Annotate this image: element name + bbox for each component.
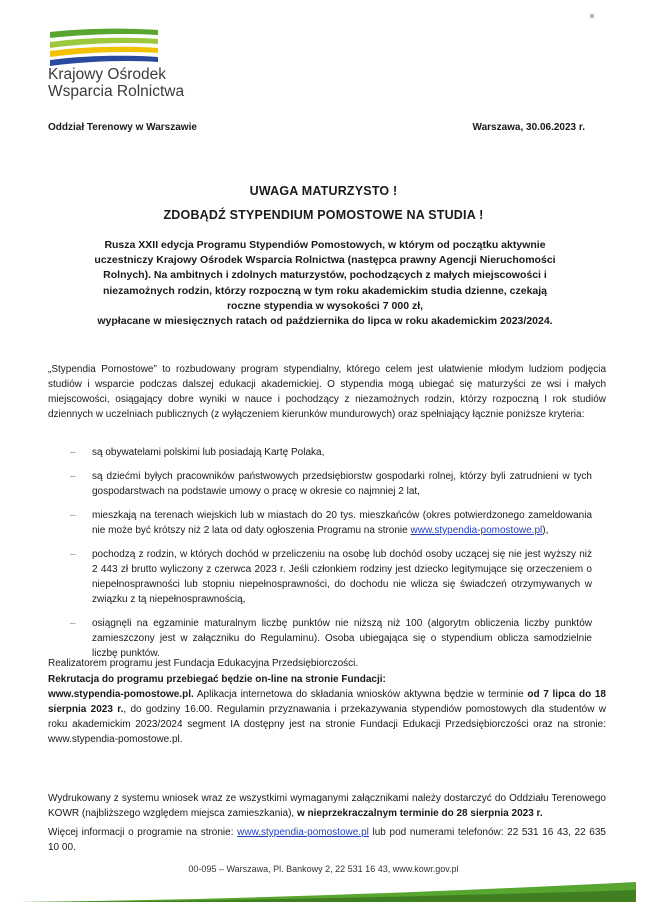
intro-paragraph: „Stypendia Pomostowe” to rozbudowany program stypendialny, którego celem jest ułatwienie młodym ludziom podjęcia studiów i wsparcie podczas dalszej edukacji akademickiej. O stypendia mogą ubiegać się maturzyści ze wsi i małych miejscowości, osiągający dobre wyniki w nauce i pochodzący z niezamożnych rodzin, którzy rozpoczną I rok studiów dziennych w uczelniach publicznych (z wyłączeniem kierunków mundurowych) oraz spełniający łącznie poniższe kryteria: bbox=[48, 364, 606, 420]
phone-numbers: lub pod numerami telefonów: 22 531 16 43, 22 635 10 00. bbox=[48, 827, 606, 853]
list-item bbox=[70, 547, 592, 607]
organizer-paragraph: Realizatorem programu jest Fundacja Edukacyjna Przedsiębiorczości. bbox=[48, 658, 359, 669]
dash-bullet: – bbox=[70, 510, 76, 521]
criterion-text: pochodzą z rodzin, w których dochód w przeliczeniu na osobę lub dochód osoby uczącej się nie jest wyższy niż 2 443 zł brutto wyliczony z czerwca 2023 r. Jeśli członkiem rodziny jest dziecko legitymujące się orzeczeniem o niepełnosprawności lub stopniu niepełnosprawności, do dochodu nie wlicza się świadczeń otrzymywanych w związku z tą niepełnosprawnością, bbox=[92, 549, 592, 605]
criteria-list bbox=[70, 445, 592, 670]
title-line1: UWAGA MATURZYSTO ! bbox=[249, 184, 398, 198]
site-url: www.stypendia-pomostowe.pl. bbox=[48, 689, 194, 700]
list-item bbox=[70, 445, 592, 460]
list-item bbox=[70, 616, 592, 661]
dash-bullet: – bbox=[70, 618, 76, 629]
more-info-paragraph bbox=[48, 825, 606, 855]
dash-bullet: – bbox=[70, 471, 76, 482]
logo-stripe-yellow bbox=[50, 47, 158, 57]
org-name bbox=[48, 66, 184, 100]
site-url-2: www.stypendia-pomostowe.pl. bbox=[48, 734, 183, 745]
list-item bbox=[70, 469, 592, 499]
criterion-suffix: ), bbox=[542, 525, 549, 536]
lead-text-2: wypłacane w miesięcznych ratach od października do lipca w roku akademickim 2023/2024. bbox=[97, 315, 553, 328]
stypendia-link[interactable]: www.stypendia-pomostowe.pl bbox=[410, 525, 543, 536]
logo-stripe-green bbox=[50, 29, 158, 38]
dash-bullet: – bbox=[70, 447, 76, 458]
list-item bbox=[70, 508, 592, 538]
submission-deadline: w nieprzekraczalnym terminie do 28 sierpnia 2023 r. bbox=[296, 808, 543, 819]
application-text: Aplikacja internetowa do składania wniosków aktywna będzie w terminie bbox=[196, 689, 524, 700]
recruitment-heading: Rekrutacja do programu przebiegać będzie on-line na stronie Fundacji: bbox=[48, 674, 386, 685]
submission-paragraph bbox=[48, 791, 606, 821]
logo-stripe-lightgreen bbox=[50, 38, 158, 48]
application-text-2: , do godziny 16.00. Regulamin przyznawania i przekazywania stypendiów pomostowych dla studentów w roku akademickim 2023/2024 segment IA dostępny jest na stronie Fundacji Edukacji Przedsiębiorczości oraz na stronie: bbox=[48, 704, 606, 730]
criterion-text: mieszkają na terenach wiejskich lub w miastach do 20 tys. mieszkańców (okres potwierdzonego zameldowania nie może być krótszy niż 2 lata od daty ogłoszenia Programu na stronie bbox=[92, 510, 592, 536]
logo-stripe-blue bbox=[50, 56, 158, 66]
submission-text: Wydrukowany z systemu wniosek wraz ze wszystkimi wymaganymi załącznikami należy dostarczyć do Oddziału Terenowego KOWR (najbliższego względem miejsca zamieszkania), bbox=[48, 793, 606, 819]
org-name-line2: Wsparcia Rolnictwa bbox=[48, 83, 185, 100]
org-name-line1: Krajowy Ośrodek bbox=[48, 66, 167, 83]
title-line2: ZDOBĄDŹ STYPENDIUM POMOSTOWE NA STUDIA ! bbox=[163, 208, 484, 222]
lead-text: Rusza XXII edycja Programu Stypendiów Pomostowych, w którym od początku aktywnie uczestniczy Krajowy Ośrodek Wsparcia Rolnictwa (następca prawny Agencji Nieruchomości Rolnych). Na ambitnych i zdolnych maturzystów, pochodzących z małych miejscowości i niezamożnych rodzin, którzy rozpoczną w tym roku akademickim studia dzienne, czekają roczne stypendia w wysokości 7 000 zł, bbox=[94, 239, 556, 312]
criterion-text: osiągnęli na egzaminie maturalnym liczbę punktów nie niższą niż 100 (algorytm obliczenia liczby punktów zamieszczony jest w załączniku do Regulaminu). Osoba ubiegająca się o stypendium oblicza samodzielnie liczbę punktów. bbox=[92, 618, 592, 659]
dash-bullet: – bbox=[70, 549, 76, 560]
more-info-text: Więcej informacji o programie na stronie: bbox=[48, 827, 234, 838]
kowr-logo-icon bbox=[48, 26, 160, 70]
more-info-link[interactable]: www.stypendia-pomostowe.pl bbox=[237, 827, 369, 838]
place-date: Warszawa, 30.06.2023 r. bbox=[472, 122, 585, 133]
footer-address: 00-095 – Warszawa, Pl. Bankowy 2, 22 531 16 43, www.kowr.gov.pl bbox=[188, 864, 459, 874]
scan-dot bbox=[590, 14, 594, 18]
application-dates: od 7 lipca do 18 sierpnia 2023 r. bbox=[48, 689, 606, 715]
criterion-text: są obywatelami polskimi lub posiadają Kartę Polaka, bbox=[92, 447, 325, 458]
footer-stripe bbox=[20, 880, 636, 902]
criterion-text: są dziećmi byłych pracowników państwowych przedsiębiorstw gospodarki rolnej, którzy byli zatrudnieni w tych gospodarstwach na podstawie umowy o pracę w okresie co najmniej 2 lat, bbox=[92, 471, 592, 497]
branch-name: Oddział Terenowy w Warszawie bbox=[48, 122, 197, 133]
application-paragraph bbox=[48, 687, 606, 747]
lead-paragraph bbox=[90, 238, 560, 329]
